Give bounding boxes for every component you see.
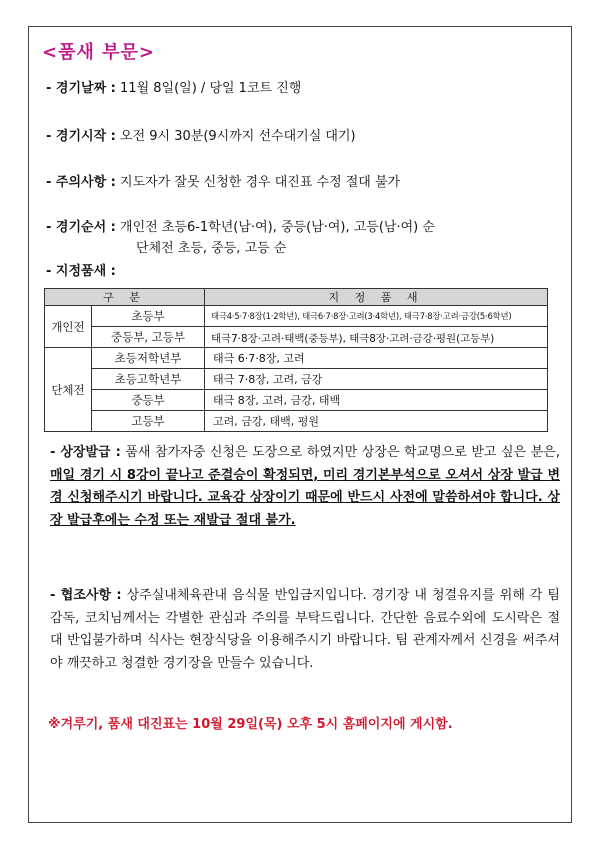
- cooperation-paragraph: [50, 585, 560, 675]
- table-row: [45, 411, 548, 432]
- category-cell: 초등고학년부: [92, 369, 205, 390]
- category-cell: 중등부: [92, 390, 205, 411]
- poomsae-cell: 고려, 금강, 태백, 평원: [205, 411, 548, 432]
- start-label: - 경기시작 :: [46, 129, 116, 144]
- award-important-text: 매일 경기 시 8강이 끝나고 준결승이 확정되면, 미리 경기본부석으로 오셔서 상장 발급 변경 신청해주시기 바랍니다. 교육감 상장이기 때문에 반드시 사전에 말씀하셔야 합니다. 상장 발급후에는 수정 또는 재발급 절대 불가.: [50, 467, 560, 528]
- category-cell: 중등부, 고등부: [92, 327, 205, 348]
- table-row: [45, 306, 548, 327]
- table-header-row: [45, 289, 548, 306]
- award-label: - 상장발급 :: [50, 445, 121, 460]
- cooperation-label: - 협조사항 :: [50, 588, 122, 603]
- order-value: 개인전 초등6-1학년(남·여), 중등(남·여), 고등(남·여) 순: [120, 220, 435, 235]
- schedule-notice: ※겨루기, 품새 대진표는 10월 29일(목) 오후 5시 홈페이지에 게시함.: [48, 717, 453, 732]
- category-cell: 초등저학년부: [92, 348, 205, 369]
- section-title: <품새 부문>: [42, 42, 155, 63]
- poomsae-cell: 태극 8장, 고려, 금강, 태백: [205, 390, 548, 411]
- start-row: [46, 128, 356, 146]
- date-label: - 경기날짜 :: [46, 81, 116, 96]
- poomsae-label: - 지정품새 :: [46, 264, 116, 279]
- poomsae-cell: 태극7·8장·고려·태백(중등부), 태극8장·고려·금강·평원(고등부): [205, 327, 548, 348]
- poomsae-cell: 태극 6·7·8장, 고려: [205, 348, 548, 369]
- award-paragraph: [50, 442, 560, 532]
- start-value: 오전 9시 30분(9시까지 선수대기실 대기): [120, 129, 356, 144]
- caution-label: - 주의사항 :: [46, 175, 116, 190]
- date-value: 11월 8일(일) / 당일 1코트 진행: [120, 81, 302, 96]
- header-category: 구 분: [45, 289, 205, 306]
- date-row: [46, 80, 301, 98]
- order-label: - 경기순서 :: [46, 220, 116, 235]
- group-team: 단체전: [45, 348, 92, 432]
- poomsae-cell: 태극4·5·7·8장(1·2학년), 태극6·7·8장·고려(3·4학년), 태극7·8장·고려·금강(5·6학년): [205, 306, 548, 327]
- table-row: [45, 348, 548, 369]
- table-row: [45, 369, 548, 390]
- poomsae-table: [44, 288, 548, 432]
- poomsae-row: [46, 263, 116, 281]
- cooperation-text: 상주실내체육관내 음식물 반입금지입니다. 경기장 내 청결유지를 위해 각 팀 감독, 코치님께서는 각별한 관심과 주의를 부탁드립니다. 간단한 음료수외에 도시락은 절대 반입불가하며 식사는 현장식당을 이용해주시기 바랍니다. 팀 관계자께서 신경을 써주셔야 깨끗하고 청결한 경기장을 만들수 있습니다.: [50, 588, 560, 671]
- order-value-2: 단체전 초등, 중등, 고등 순: [136, 241, 287, 256]
- order-row: [46, 219, 435, 237]
- group-individual: 개인전: [45, 306, 92, 348]
- category-cell: 고등부: [92, 411, 205, 432]
- category-cell: 초등부: [92, 306, 205, 327]
- poomsae-cell: 태극 7·8장, 고려, 금강: [205, 369, 548, 390]
- award-text: 품새 참가자중 신청은 도장으로 하였지만 상장은 학교명으로 받고 싶은 분은,: [125, 445, 560, 460]
- caution-value: 지도자가 잘못 신청한 경우 대진표 수정 절대 불가: [120, 175, 401, 190]
- table-row: [45, 390, 548, 411]
- table-row: [45, 327, 548, 348]
- caution-row: [46, 174, 400, 192]
- header-poomsae: 지 정 품 새: [205, 289, 548, 306]
